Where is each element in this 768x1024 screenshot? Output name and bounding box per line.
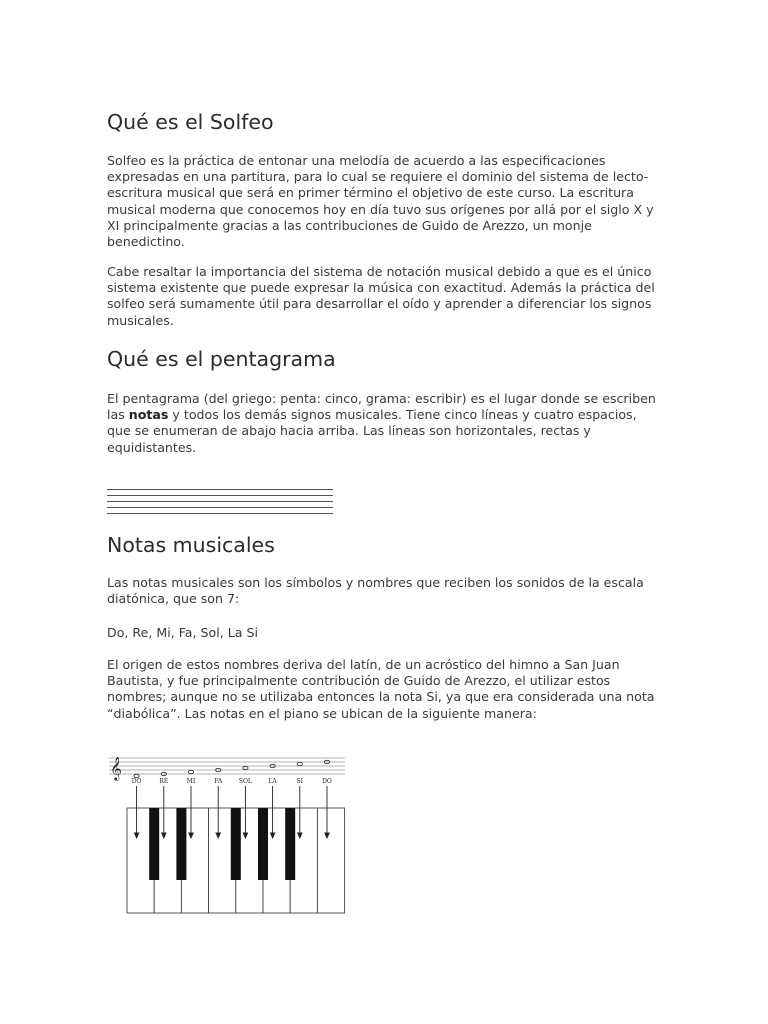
- heading-notas-musicales: Notas musicales: [107, 533, 275, 557]
- note-head: [243, 766, 248, 769]
- note-head: [188, 770, 193, 773]
- staff-line: [107, 495, 333, 496]
- note-label: FA: [214, 778, 223, 785]
- notas-bold-text: notas: [128, 407, 169, 423]
- paragraph-solfeo-2: Cabe resaltar la importancia del sistema de notación musical debido a que es el único sistema existente que puede expresar la música con exactitud. Además la práctica del solfeo será sumamente útil para desarrollar el oído y aprender a diferenciar los signos musicales.: [107, 264, 655, 328]
- note-head: [297, 762, 302, 765]
- white-key: [317, 808, 344, 913]
- note-label: SOL: [238, 778, 252, 785]
- paragraph-notas-2: El origen de estos nombres deriva del latín, de un acróstico del himno a San Juan Bautista, y fue principalmente contribución de Guido de Arezzo, el utilizar estos nombres; aunque no se utilizaba entonces la nota Si, ya que era considerada una nota “diabólica”. Las notas en el piano se ubican de la siguiente manera:: [107, 657, 655, 721]
- staff-line: [107, 513, 333, 514]
- paragraph-pentagrama-post: y todos los demás signos musicales. Tiene cinco líneas y cuatro espacios, que se enumeran de abajo hacia arriba. Las líneas son horizontales, rectas y equidistantes.: [107, 407, 637, 455]
- heading-solfeo: Qué es el Solfeo: [107, 110, 274, 134]
- piano-keyboard-figure: [107, 753, 347, 918]
- note-labels: [132, 778, 332, 785]
- note-heads: [134, 760, 330, 777]
- note-label: RE: [159, 778, 169, 785]
- staff-line: [107, 501, 333, 502]
- paragraph-pentagrama-pre: El pentagrama (del griego: penta: cinco, grama: escribir) es el lugar donde se escriben las: [107, 391, 656, 423]
- staff-lines-illustration: [107, 489, 333, 519]
- heading-pentagrama: Qué es el pentagrama: [107, 347, 336, 371]
- figure-staff: [109, 758, 345, 774]
- paragraph-notas-list: Do, Re, Mi, Fa, Sol, La Si: [107, 625, 258, 640]
- note-label: MI: [186, 778, 196, 785]
- black-key: [149, 808, 159, 880]
- black-key: [176, 808, 186, 880]
- note-label: DO: [131, 778, 142, 785]
- staff-line: [107, 489, 333, 490]
- staff-line: [107, 507, 333, 508]
- black-key: [258, 808, 268, 880]
- paragraph-notas-1: Las notas musicales son los símbolos y nombres que reciben los sonidos de la escala diatónica, que son 7:: [107, 575, 644, 607]
- treble-clef-icon: 𝄞: [110, 756, 122, 780]
- paragraph-pentagrama: [107, 391, 663, 456]
- note-label: SI: [296, 778, 304, 785]
- note-label: LA: [268, 778, 277, 785]
- note-label: DO: [322, 778, 332, 785]
- paragraph-solfeo-1: Solfeo es la práctica de entonar una melodía de acuerdo a las especificaciones expresadas en una partitura, para lo cual se requiere el dominio del sistema de lecto-escritura musical que será en primer término el objetivo de este curso. La escritura musical moderna que conocemos hoy en día tuvo sus orígenes por allá por el siglo X y XI principalmente gracias a las contribuciones de Guido de Arezzo, un monje benedictino.: [107, 153, 654, 250]
- black-key: [285, 808, 295, 880]
- black-key: [231, 808, 241, 880]
